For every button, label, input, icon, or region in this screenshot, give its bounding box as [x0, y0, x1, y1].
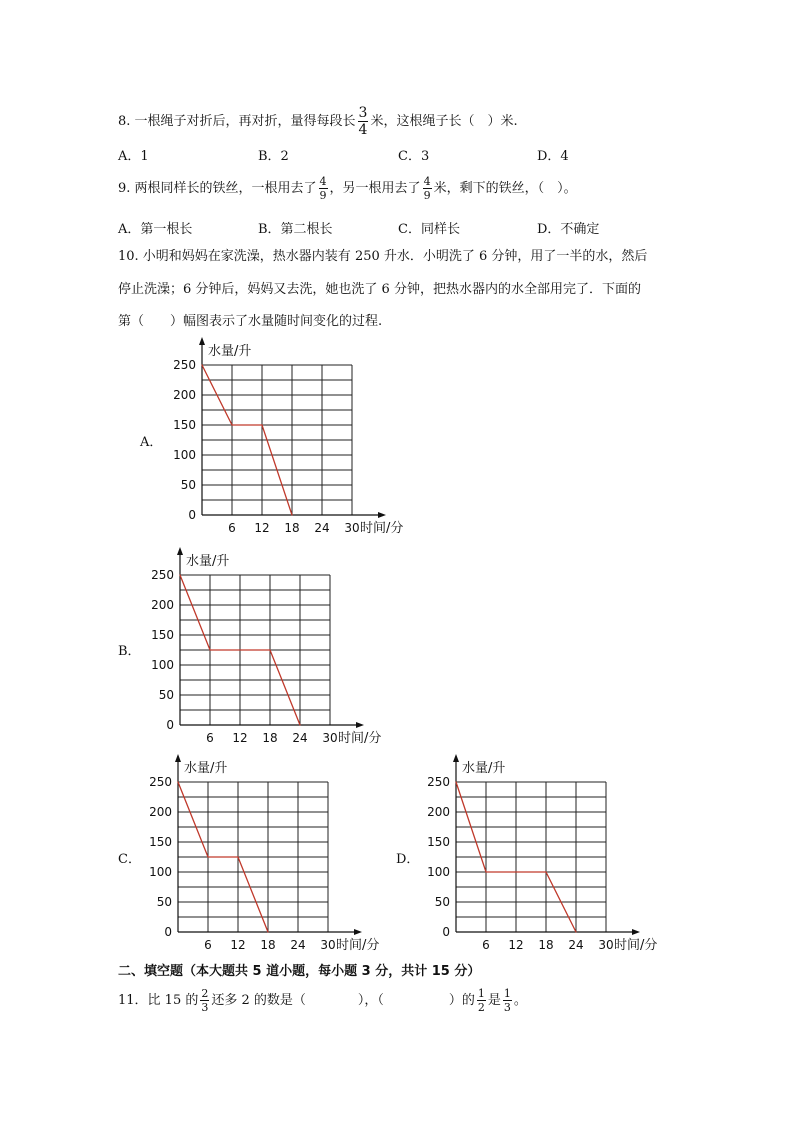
data-point: [545, 871, 546, 872]
q8-option-b[interactable]: B．2: [258, 149, 289, 164]
q9-part2: ，另一根用去了: [329, 181, 421, 196]
x-axis-title: 时间/分: [336, 938, 380, 953]
data-point: [261, 424, 262, 425]
x-tick-label: 18: [538, 938, 554, 952]
y-axis-arrow-icon: [453, 754, 459, 762]
x-tick-label: 24: [568, 938, 584, 952]
y-tick-label: 200: [427, 805, 450, 819]
y-tick-label: 50: [180, 478, 196, 492]
q11-part4: 。: [513, 993, 527, 1008]
q11-frac1-denominator: 3: [201, 1001, 209, 1014]
y-tick-label: 50: [434, 895, 450, 909]
q10-line-1: 10. 小明和妈妈在家洗澡，热水器内装有 250 升水．小明洗了 6 分钟，用了一半的水，然后: [118, 249, 648, 264]
y-tick-label: 0: [166, 718, 174, 732]
y-axis-title: 水量/升: [462, 761, 506, 776]
x-tick-label: 6: [228, 521, 236, 535]
x-tick-label: 30: [344, 521, 360, 535]
data-point: [201, 364, 202, 365]
y-axis-arrow-icon: [177, 547, 183, 555]
x-axis-arrow-icon: [378, 512, 386, 518]
q11-part3: 是: [487, 993, 501, 1008]
x-axis-arrow-icon: [356, 722, 364, 728]
y-axis-title: 水量/升: [208, 344, 252, 359]
y-axis-arrow-icon: [175, 754, 181, 762]
q9-fraction-2: [423, 176, 432, 201]
q9-option-b[interactable]: B．第二根长: [258, 222, 333, 237]
x-tick-label: 12: [254, 521, 270, 535]
q8-prefix: 8. 一根绳子对折后，再对折，量得每段长: [118, 114, 356, 129]
x-tick-label: 6: [206, 731, 214, 745]
y-tick-label: 100: [173, 448, 196, 462]
y-tick-label: 100: [149, 865, 172, 879]
q11-stem: [118, 988, 527, 1013]
q10-line-3: 第（ ）幅图表示了水量随时间变化的过程.: [118, 314, 383, 329]
y-tick-label: 250: [427, 775, 450, 789]
x-tick-label: 30: [598, 938, 614, 952]
x-tick-label: 24: [290, 938, 306, 952]
data-point: [231, 424, 232, 425]
y-tick-label: 50: [156, 895, 172, 909]
chart-option-label-b[interactable]: B．: [118, 644, 141, 659]
q11-frac2-numerator: 1: [477, 987, 485, 1000]
data-point: [267, 931, 268, 932]
y-tick-label: 150: [173, 418, 196, 432]
y-tick-label: 0: [188, 508, 196, 522]
q11-fraction-2: [477, 988, 486, 1013]
y-tick-label: 100: [427, 865, 450, 879]
x-tick-label: 30: [320, 938, 336, 952]
y-tick-label: 250: [173, 358, 196, 372]
x-axis-title: 时间/分: [360, 521, 404, 536]
y-axis-title: 水量/升: [184, 761, 228, 776]
x-tick-label: 24: [314, 521, 330, 535]
data-point: [291, 514, 292, 515]
x-tick-label: 6: [204, 938, 212, 952]
q9-frac1-denominator: 9: [319, 189, 327, 202]
q8-stem: [118, 106, 518, 137]
q9-frac1-numerator: 4: [319, 175, 327, 188]
chart-option-label-c[interactable]: C．: [118, 852, 141, 867]
q9-frac2-numerator: 4: [423, 175, 431, 188]
chart-option-label-d[interactable]: D．: [396, 852, 420, 867]
q9-frac2-denominator: 9: [423, 189, 431, 202]
q11-part1: 11．比 15 的: [118, 993, 199, 1008]
chart-option-c: [136, 752, 396, 957]
q11-frac2-denominator: 2: [477, 1001, 485, 1014]
data-point: [179, 574, 180, 575]
x-tick-label: 12: [230, 938, 246, 952]
q8-option-c[interactable]: C．3: [398, 149, 430, 164]
q10-line-2: 停止洗澡；6 分钟后，妈妈又去洗，她也洗了 6 分钟，把热水器内的水全部用完了．下面的: [118, 282, 641, 297]
data-point: [177, 781, 178, 782]
x-tick-label: 18: [260, 938, 276, 952]
q9-option-a[interactable]: A．第一根长: [118, 222, 193, 237]
q8-option-a[interactable]: A．1: [118, 149, 149, 164]
y-tick-label: 250: [151, 568, 174, 582]
y-tick-label: 150: [427, 835, 450, 849]
x-tick-label: 24: [292, 731, 308, 745]
x-axis-arrow-icon: [354, 929, 362, 935]
x-tick-label: 12: [508, 938, 524, 952]
x-axis-title: 时间/分: [614, 938, 658, 953]
data-point: [299, 724, 300, 725]
q9-stem: [118, 176, 577, 201]
chart-option-d: [414, 752, 674, 957]
data-point: [209, 649, 210, 650]
data-point: [575, 931, 576, 932]
y-tick-label: 200: [173, 388, 196, 402]
q11-fraction-1: [200, 988, 209, 1013]
y-axis-title: 水量/升: [186, 554, 230, 569]
x-tick-label: 12: [232, 731, 248, 745]
x-tick-label: 30: [322, 731, 338, 745]
q9-option-c[interactable]: C．同样长: [398, 222, 460, 237]
q9-part1: 9. 两根同样长的铁丝，一根用去了: [118, 181, 317, 196]
chart-option-label-a[interactable]: A．: [140, 435, 163, 450]
q9-option-d[interactable]: D．不确定: [537, 222, 600, 237]
y-tick-label: 0: [164, 925, 172, 939]
x-tick-label: 18: [284, 521, 300, 535]
x-axis-arrow-icon: [632, 929, 640, 935]
y-tick-label: 200: [149, 805, 172, 819]
data-point: [269, 649, 270, 650]
q11-part2: 还多 2 的数是（ ），（ ）的: [211, 993, 475, 1008]
section-2-title: 二、填空题（本大题共 5 道小题，每小题 3 分，共计 15 分）: [118, 964, 481, 979]
data-point: [485, 871, 486, 872]
x-tick-label: 18: [262, 731, 278, 745]
y-tick-label: 200: [151, 598, 174, 612]
y-tick-label: 150: [149, 835, 172, 849]
q8-suffix: 米，这根绳子长（ ）米.: [370, 114, 518, 129]
y-axis-arrow-icon: [199, 337, 205, 345]
q11-frac3-numerator: 1: [503, 987, 511, 1000]
chart-option-b: [138, 545, 398, 750]
y-tick-label: 150: [151, 628, 174, 642]
data-point: [455, 781, 456, 782]
q9-fraction-1: [319, 176, 328, 201]
data-point: [237, 856, 238, 857]
x-axis-title: 时间/分: [338, 731, 382, 746]
q11-frac1-numerator: 2: [201, 987, 209, 1000]
y-tick-label: 100: [151, 658, 174, 672]
q8-option-d[interactable]: D．4: [537, 149, 569, 164]
y-tick-label: 250: [149, 775, 172, 789]
q11-frac3-denominator: 3: [503, 1001, 511, 1014]
q8-fraction: [358, 106, 369, 137]
y-tick-label: 50: [158, 688, 174, 702]
q9-part3: 米，剩下的铁丝，（ ）。: [433, 181, 577, 196]
q8-frac-numerator: 3: [358, 105, 368, 121]
y-tick-label: 0: [442, 925, 450, 939]
chart-option-a: [160, 335, 420, 540]
x-tick-label: 6: [482, 938, 490, 952]
q11-fraction-3: [503, 988, 512, 1013]
q8-frac-denominator: 4: [358, 122, 368, 138]
data-point: [207, 856, 208, 857]
